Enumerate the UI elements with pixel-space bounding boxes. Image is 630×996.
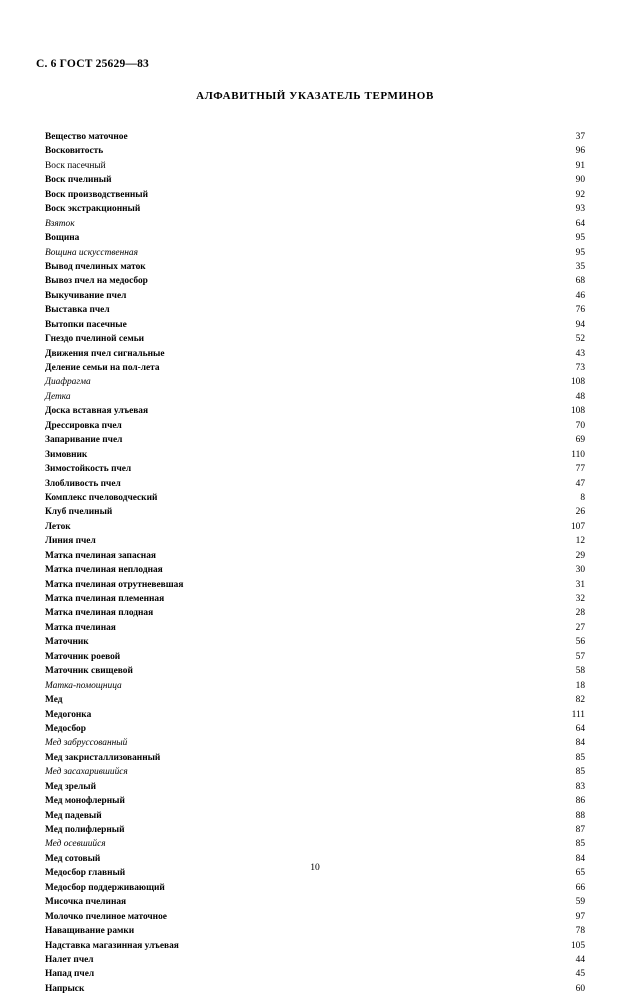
index-term: Мед закристаллизованный — [45, 752, 161, 763]
index-term: Мед падевый — [45, 810, 102, 821]
index-entry — [45, 260, 585, 274]
index-term: Вывоз пчел на медосбор — [45, 276, 148, 287]
index-term-number: 28 — [575, 608, 585, 619]
index-term-number: 43 — [575, 348, 585, 359]
index-entry — [45, 751, 585, 765]
index-entry — [45, 491, 585, 505]
index-entry — [45, 505, 585, 519]
index-term-number: 91 — [575, 160, 585, 171]
index-term-number: 86 — [575, 796, 585, 807]
index-term-number: 30 — [575, 565, 585, 576]
index-term-number: 31 — [575, 579, 585, 590]
index-entry — [45, 939, 585, 953]
index-term-number: 105 — [570, 940, 585, 951]
index-entry — [45, 419, 585, 433]
index-term-number: 73 — [575, 363, 585, 373]
index-term-number: 64 — [575, 218, 585, 229]
index-term-number: 12 — [575, 536, 585, 547]
index-term-number: 93 — [575, 204, 585, 215]
index-term-number: 29 — [575, 550, 585, 561]
index-term: Матка пчелиная запасная — [45, 550, 156, 561]
index-term-number: 44 — [575, 954, 585, 965]
index-term-number: 47 — [575, 478, 585, 489]
index-term-number: 60 — [575, 983, 585, 994]
index-entry — [45, 606, 585, 620]
index-term: Матка пчелиная племенная — [45, 594, 165, 604]
index-entry — [45, 448, 585, 462]
index-term: Матка пчелиная отрутневевшая — [45, 579, 184, 590]
index-term: Вощина искусственная — [45, 247, 138, 258]
index-term: Злобливость пчел — [45, 478, 121, 489]
index-term: Матка пчелиная — [45, 622, 116, 633]
index-entry — [45, 982, 585, 996]
index-entry — [45, 924, 585, 938]
index-term-number: 95 — [575, 233, 585, 244]
index-term: Мед сотовый — [45, 853, 101, 864]
index-entry — [45, 635, 585, 649]
index-entry — [45, 650, 585, 664]
index-term: Линия пчел — [45, 536, 96, 547]
index-term: Воск пчелиный — [45, 175, 112, 186]
index-entry — [45, 592, 585, 606]
index-term-number: 95 — [575, 247, 585, 258]
index-term-number: 48 — [575, 391, 585, 402]
index-term-number: 84 — [575, 738, 585, 749]
page-header: С. 6 ГОСТ 25629—83 — [36, 58, 149, 70]
index-entry — [45, 780, 585, 794]
index-term: Клуб пчелиный — [45, 507, 113, 518]
index-term: Медосбор поддерживающий — [45, 882, 165, 893]
index-entry — [45, 217, 585, 231]
index-term-number: 85 — [575, 767, 585, 778]
index-term-number: 8 — [580, 492, 585, 503]
index-entry — [45, 303, 585, 317]
index-term-number: 111 — [571, 709, 585, 720]
index-term: Матка пчелиная плодная — [45, 608, 154, 619]
index-entry — [45, 534, 585, 548]
index-term: Диафрагма — [45, 377, 91, 388]
index-term-number: 78 — [575, 926, 585, 937]
index-term: Налет пчел — [45, 954, 94, 965]
index-term: Детка — [45, 391, 71, 402]
index-term-number: 57 — [575, 651, 585, 662]
index-term-number: 52 — [575, 334, 585, 345]
index-term: Воск производственный — [45, 189, 148, 200]
index-entry — [45, 823, 585, 837]
index-entry — [45, 202, 585, 216]
index-term: Доска вставная улъевая — [45, 406, 149, 417]
index-term-number: 108 — [570, 406, 585, 417]
index-entry — [45, 621, 585, 635]
index-term-number: 97 — [575, 911, 585, 922]
index-entry — [45, 736, 585, 750]
index-term: Зимовник — [45, 449, 88, 460]
index-term: Мисочка пчелиная — [45, 897, 127, 908]
index-term-number: 64 — [575, 723, 585, 734]
index-entry — [45, 433, 585, 447]
index-term-number: 88 — [575, 810, 585, 821]
index-term: Гнездо пчелиной семьи — [45, 334, 145, 345]
page-folio: 10 — [310, 862, 320, 873]
index-entry — [45, 953, 585, 967]
index-term-number: 77 — [575, 464, 585, 475]
index-term-number: 58 — [575, 666, 585, 677]
index-term-number: 82 — [575, 695, 585, 706]
index-entry — [45, 159, 585, 173]
index-entry — [45, 173, 585, 187]
index-term-number: 56 — [575, 637, 585, 648]
index-entry — [45, 375, 585, 389]
index-term-number: 87 — [575, 825, 585, 835]
index-term-number: 35 — [575, 261, 585, 272]
index-entry — [45, 664, 585, 678]
index-entry — [45, 289, 585, 303]
index-term-number: 45 — [575, 969, 585, 980]
index-term: Молочко пчелиное маточное — [45, 911, 167, 922]
index-term: Маточник свищевой — [45, 666, 133, 677]
index-term-number: 32 — [575, 594, 585, 604]
index-term-number: 107 — [570, 521, 585, 532]
index-entry — [45, 347, 585, 361]
index-term-number: 94 — [575, 319, 585, 330]
index-term: Мед засахарившийся — [45, 767, 128, 778]
index-term: Воск экстракционный — [45, 204, 141, 215]
index-term: Вывод пчелиных маток — [45, 261, 146, 272]
index-term: Матка-помощница — [45, 680, 122, 691]
index-entry — [45, 693, 585, 707]
index-term: Маточник — [45, 637, 89, 648]
page-title: АЛФАВИТНЫЙ УКАЗАТЕЛЬ ТЕРМИНОВ — [196, 90, 434, 102]
index-term: Деление семьи на пол-лета — [45, 363, 160, 373]
index-term: Медосбор главный — [45, 868, 126, 879]
index-term: Леток — [45, 521, 71, 532]
index-entry — [45, 274, 585, 288]
index-entry — [45, 765, 585, 779]
index-term-number: 68 — [575, 276, 585, 287]
index-term-number: 26 — [575, 507, 585, 518]
index-term: Медосбор — [45, 723, 86, 734]
index-term-number: 84 — [575, 853, 585, 864]
index-term-number: 96 — [575, 146, 585, 157]
index-term: Маточник роевой — [45, 651, 121, 662]
index-entry — [45, 549, 585, 563]
index-term: Напад пчел — [45, 969, 95, 980]
index-term-number: 83 — [575, 781, 585, 792]
index-term: Мед забруссованный — [45, 738, 128, 749]
index-entry — [45, 837, 585, 851]
index-term-number: 27 — [575, 622, 585, 633]
index-entry — [45, 520, 585, 534]
index-term-number: 110 — [571, 449, 585, 460]
index-term: Дрессировка пчел — [45, 420, 122, 431]
index-entry — [45, 578, 585, 592]
index-term: Мед монофлерный — [45, 796, 125, 807]
index-term-number: 108 — [570, 377, 585, 388]
index-term: Мед зрелый — [45, 781, 96, 792]
index-term: Комплекс пчеловодческий — [45, 492, 158, 503]
index-term: Выкучивание пчел — [45, 290, 127, 301]
index-term: Наващивание рамки — [45, 926, 135, 937]
index-term: Матка пчелиная неплодная — [45, 565, 163, 576]
index-term: Мед полифлерный — [45, 825, 125, 835]
index-entry — [45, 231, 585, 245]
index-entry — [45, 910, 585, 924]
index-term: Медогонка — [45, 709, 92, 720]
index-term: Надставка магазинная улъевая — [45, 940, 179, 951]
index-entry — [45, 130, 585, 144]
index-entry — [45, 188, 585, 202]
index-term: Движения пчел сигнальные — [45, 348, 165, 359]
index-entry — [45, 967, 585, 981]
index-term: Восковитость — [45, 146, 104, 157]
index-entry — [45, 722, 585, 736]
index-term: Вытопки пасечные — [45, 319, 127, 330]
index-term-number: 76 — [575, 305, 585, 316]
index-term: Мед — [45, 695, 63, 706]
index-term: Мед осевшийся — [45, 839, 106, 850]
index-term: Напрыск — [45, 983, 85, 994]
index-entry — [45, 332, 585, 346]
index-term-number: 69 — [575, 435, 585, 446]
index-entry — [45, 318, 585, 332]
index-entry — [45, 895, 585, 909]
index-term-number: 85 — [575, 752, 585, 763]
index-term-number: 66 — [575, 882, 585, 893]
index-term: Вощина — [45, 233, 80, 244]
index-term: Взяток — [45, 218, 75, 229]
index-entry — [45, 794, 585, 808]
index-entry — [45, 809, 585, 823]
index-term: Запаривание пчел — [45, 435, 123, 446]
index-entry — [45, 679, 585, 693]
index-term-number: 92 — [575, 189, 585, 200]
index-term: Зимостойкость пчел — [45, 464, 132, 475]
index-entry — [45, 708, 585, 722]
index-term-number: 59 — [575, 897, 585, 908]
index-entry — [45, 404, 585, 418]
index-term-number: 37 — [575, 132, 585, 142]
index-entry — [45, 881, 585, 895]
index-term: Воск пасечный — [45, 160, 106, 171]
index-term: Вещество маточное — [45, 132, 128, 142]
index-entry — [45, 246, 585, 260]
index-entry — [45, 563, 585, 577]
index-term-number: 70 — [575, 420, 585, 431]
index-term-number: 65 — [575, 868, 585, 879]
index-term-number: 90 — [575, 175, 585, 186]
index-term-number: 85 — [575, 839, 585, 850]
index-term-number: 46 — [575, 290, 585, 301]
index-term: Выставка пчел — [45, 305, 110, 316]
index-entry — [45, 144, 585, 158]
index-entry — [45, 477, 585, 491]
index-entry — [45, 462, 585, 476]
index-entry — [45, 390, 585, 404]
index-entry — [45, 361, 585, 375]
index-term-number: 18 — [575, 680, 585, 691]
